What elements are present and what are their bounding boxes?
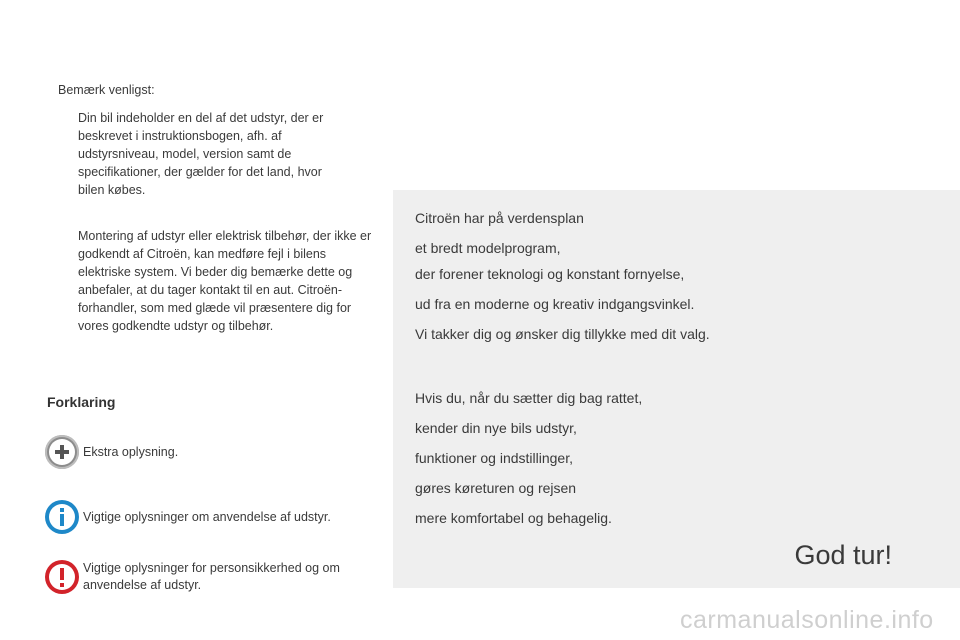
welcome-line: Citroën har på verdensplan [415, 210, 584, 226]
info-icon [45, 500, 79, 534]
welcome-line: Hvis du, når du sætter dig bag rattet, [415, 390, 643, 406]
welcome-panel [393, 190, 960, 588]
welcome-line: gøres køreturen og rejsen [415, 480, 577, 496]
welcome-line: kender din nye bils udstyr, [415, 420, 577, 436]
plus-icon [45, 435, 79, 469]
notice-paragraph-accessories: Montering af udstyr eller elektrisk tilbehør, der ikke er godkendt af Citroën, kan medføre fejl i bilens elektriske system. Vi beder dig bemærke dette og anbefaler, at du tager kontakt til en aut. Citroën-forhandler, som med glæde vil præsentere dig for vores godkendte udstyr og tilbehør. [78, 229, 372, 333]
legend-title: Forklaring [47, 394, 116, 410]
legend-item-label: Ekstra oplysning. [83, 444, 179, 459]
warning-icon [45, 560, 79, 594]
legend-item-important-info [45, 500, 375, 534]
greeting: God tur! [794, 540, 892, 570]
legend-item-label: Vigtige oplysninger for personsikkerhed og om anvendelse af udstyr. [83, 561, 340, 592]
welcome-line: et bredt modelprogram, [415, 240, 561, 256]
notice-paragraph-equipment: Din bil indeholder en del af det udstyr, der er beskrevet i instruktionsbogen, afh. af udstyrsniveau, model, version samt de specifikationer, der gælder for det land, hvor bilen købes. [78, 111, 324, 197]
legend-item-label: Vigtige oplysninger om anvendelse af udstyr. [83, 509, 331, 524]
legend-item-extra-info [45, 435, 375, 469]
welcome-line: ud fra en moderne og kreativ indgangsvinkel. [415, 296, 695, 312]
notice-title: Bemærk venligst: [58, 83, 155, 97]
welcome-line: der forener teknologi og konstant fornyelse, [415, 266, 685, 282]
welcome-line: funktioner og indstillinger, [415, 450, 573, 466]
welcome-line: mere komfortabel og behagelig. [415, 510, 612, 526]
legend-item-safety-info [45, 560, 375, 594]
welcome-line: Vi takker dig og ønsker dig tillykke med dit valg. [415, 326, 710, 342]
watermark: carmanualsonline.info [680, 606, 934, 634]
